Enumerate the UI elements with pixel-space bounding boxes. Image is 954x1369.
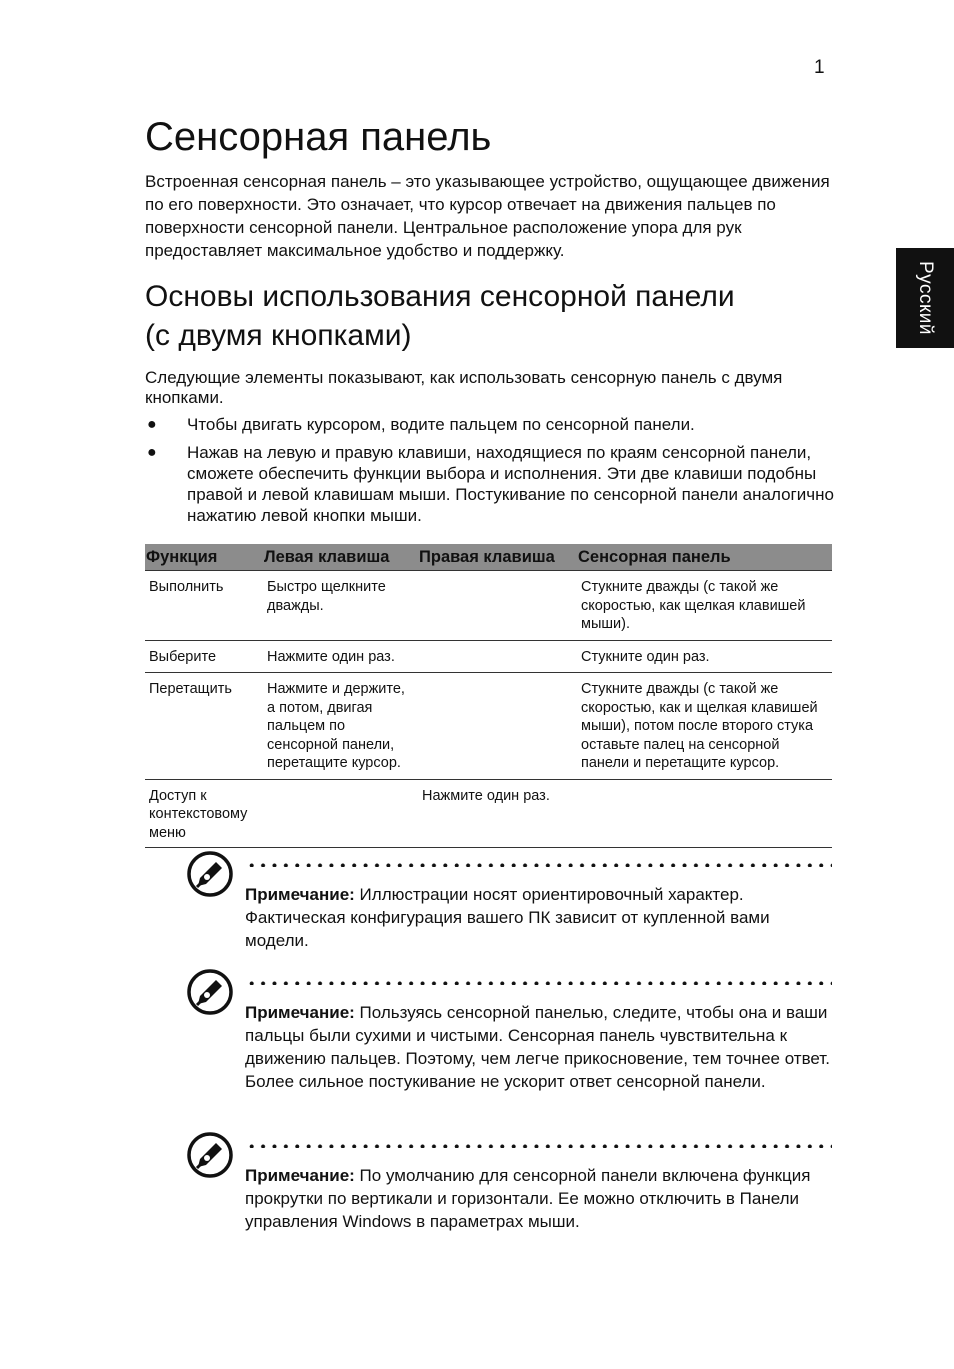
- lead-paragraph: Следующие элементы показывают, как использовать сенсорную панель с двумя кнопками.: [145, 368, 783, 407]
- page-number: 1: [814, 57, 825, 78]
- note-text: [245, 883, 831, 952]
- table-header-cell: Правая клавиша: [418, 544, 577, 571]
- table-cell: [418, 673, 577, 780]
- table-cell: Перетащить: [145, 673, 263, 780]
- table-cell: [577, 779, 832, 848]
- table-row: [145, 673, 832, 780]
- table-header-cell: Сенсорная панель: [577, 544, 832, 571]
- table-cell: Быстро щелкните дважды.: [263, 571, 418, 641]
- table-cell: Нажмите один раз.: [418, 779, 577, 848]
- language-tab-label: Русский: [915, 261, 936, 335]
- table-header-row: [145, 544, 832, 571]
- list-item-text: Нажав на левую и правую клавиши, находящиеся по краям сенсорной панели, сможете обеспечить функции выбора и исполнения. Эти две клавиши подобны правой и левой клавишам мыши. Постукивание по сенсорной панели аналогично нажатию левой кнопки мыши.: [187, 443, 834, 525]
- note-label: Примечание:: [245, 885, 355, 904]
- note-body: По умолчанию для сенсорной панели включена функция прокрутки по вертикали и горизонтали. Ее можно отключить в Панели управления Windows в параметрах мыши.: [245, 1166, 811, 1231]
- note-text: [245, 1164, 831, 1233]
- table-cell: Нажмите один раз.: [263, 640, 418, 673]
- note-label: Примечание:: [245, 1166, 355, 1185]
- bullet-marker: ●: [147, 416, 157, 433]
- table-cell: Стукните один раз.: [577, 640, 832, 673]
- table-row: [145, 571, 832, 641]
- note-label: Примечание:: [245, 1003, 355, 1022]
- table-cell: Стукните дважды (с такой же скоростью, как щелкая клавишей мыши).: [577, 571, 832, 641]
- note-body: Пользуясь сенсорной панелью, следите, чтобы она и ваши пальцы были сухими и чистыми. Сенсорная панель чувствительна к движению пальцев. Поэтому, чем легче прикосновение, тем точнее ответ. Более сильное постукивание не ускорит ответ сенсорной панели.: [245, 1003, 830, 1091]
- table-cell: [263, 779, 418, 848]
- list-item: [145, 414, 835, 435]
- section-title: [145, 277, 835, 355]
- table-cell: Доступ к контекстовому меню: [145, 779, 263, 848]
- table-header-cell: Левая клавиша: [263, 544, 418, 571]
- table-row: [145, 779, 832, 848]
- table-cell: Выберите: [145, 640, 263, 673]
- table-cell: [418, 571, 577, 641]
- dotted-divider: [246, 1144, 832, 1148]
- intro-paragraph: Встроенная сенсорная панель – это указывающее устройство, ощущающее движения по его поверхности. Это означает, что курсор отвечает на движения пальцев по поверхности сенсорной панели. Центральное расположение упора для рук предоставляет максимальное удобство и поддержку.: [145, 172, 830, 260]
- table-cell: [418, 640, 577, 673]
- note-pen-icon: [186, 850, 234, 898]
- note-text: [245, 1001, 831, 1093]
- section-title-line-1: Основы использования сенсорной панели: [145, 280, 735, 313]
- dotted-divider: [246, 981, 832, 985]
- table-row: [145, 640, 832, 673]
- section-title-line-2: (с двумя кнопками): [145, 319, 412, 352]
- bullet-list: [145, 414, 835, 533]
- note-body: Иллюстрации носят ориентировочный характер. Фактическая конфигурация вашего ПК зависит от купленной вами модели.: [245, 885, 770, 950]
- list-item-text: Чтобы двигать курсором, водите пальцем по сенсорной панели.: [187, 415, 695, 434]
- table-header-cell: Функция: [145, 544, 263, 571]
- function-table: [145, 544, 832, 848]
- table-cell: Нажмите и держите, а потом, двигая пальцем по сенсорной панели, перетащите курсор.: [263, 673, 418, 780]
- dotted-divider: [246, 863, 832, 867]
- page-title: Сенсорная панель: [145, 115, 492, 159]
- note-pen-icon: [186, 1131, 234, 1179]
- language-tab: [896, 248, 954, 348]
- table-cell: Стукните дважды (с такой же скоростью, как и щелкая клавишей мыши), потом после второго стука оставьте палец на сенсорной панели и перетащите курсор.: [577, 673, 832, 780]
- table-cell: Выполнить: [145, 571, 263, 641]
- note-pen-icon: [186, 968, 234, 1016]
- list-item: [145, 442, 835, 526]
- bullet-marker: ●: [147, 444, 157, 461]
